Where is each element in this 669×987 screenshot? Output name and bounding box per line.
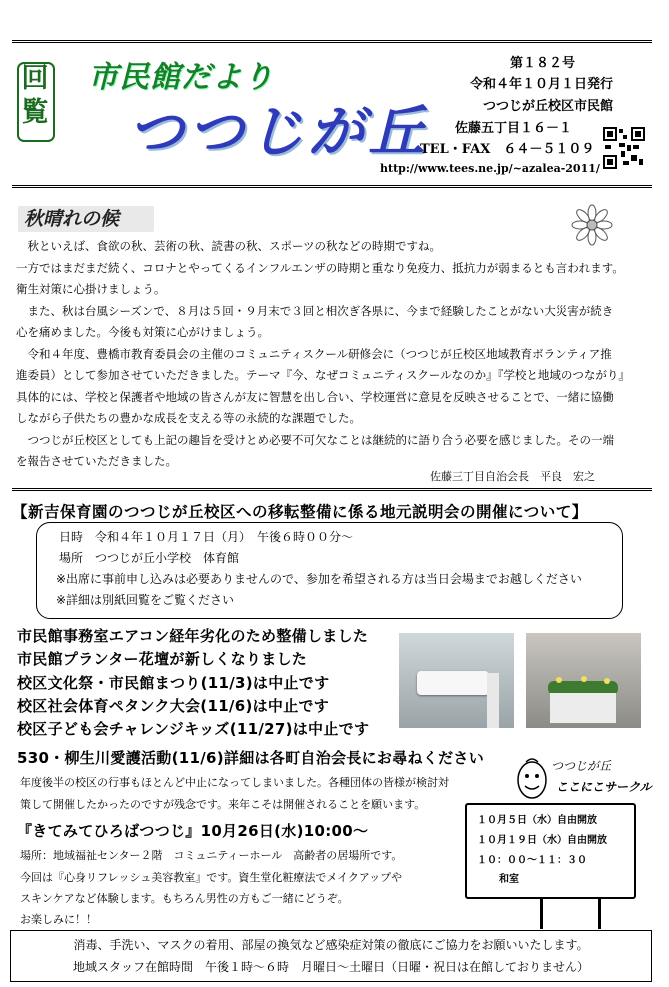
briefing-note: ※出席に事前申し込みは必要ありませんので、参加を希望される方は当日会場までお越しください (56, 572, 582, 586)
character-icon (512, 758, 552, 806)
footer-line-2: 地域スタッフ在館時間 午後１時～６時 月曜日～土曜日（日曜・祝日は在館しておりません） (72, 960, 589, 974)
news-item: 校区子ども会チャレンジキッズ(11/27)は中止です (17, 720, 370, 738)
circle-item: １０月５日（水）自由開放 (477, 815, 597, 826)
greeting-line: 心を痛めました。今後も対策に心がけましょう。 (16, 325, 269, 339)
patrol-headline: 530・柳生川愛護活動(11/6)詳細は各町自治会長にお尋ねください (17, 749, 485, 767)
circle-item: １０月１９日（水）自由開放 (477, 835, 607, 846)
briefing-note: ※詳細は別紙回覧をご覧ください (56, 593, 235, 607)
website-url[interactable]: http://www.tees.ne.jp/~azalea-2011/ (380, 162, 600, 175)
greeting-line: 衛生対策に心掛けましょう。 (16, 282, 166, 296)
patrol-line: 策して開催したかったのですが残念です。来年こそは開催されることを願います。 (20, 798, 426, 811)
greeting-line: また、秋は台風シーズンで、８月は５回・９月末で３回と相次ぎ各県に、今まで経験したことがない大災害が続き (16, 303, 614, 318)
header-rule (12, 185, 652, 188)
greeting-body (16, 236, 656, 473)
tel-fax: TEL・FAX ６４－５１０９ (420, 142, 595, 157)
greeting-line: 秋といえば、食欲の秋、芸術の秋、読書の秋、スポーツの秋などの時期ですね。 (16, 239, 442, 253)
event-line: スキンケアなど体験します。もちろん男性の方もご一緒にどうぞ。 (20, 892, 349, 905)
greeting-rule (12, 488, 652, 491)
kairan-char-1: 回 (21, 63, 49, 94)
event-line: 場所：地域福祉センター２階 コミュニティーホール 高齢者の居場所です。 (20, 849, 403, 862)
news-item: 市民館プランター花壇が新しくなりました (17, 650, 308, 668)
greeting-line: 一方ではまだまだ続く、コロナとやってくるインフルエンザの時期と重なり免疫力、抵抗力が弱まるとも言われます。 (16, 260, 624, 275)
issue-date: 令和４年１０月１日発行 (470, 77, 614, 92)
greeting-line: 具体的には、学校と保護者や地域の皆さんが友に智慧を出し合い、学校運営に意見を反映させることで、一緒に協働 (16, 389, 614, 404)
patrol-line: 年度後半の校区の行事もほとんど中止になってしまいました。各種団体の皆様が検討対 (20, 776, 449, 789)
organization-name: つつじが丘校区市民館 (483, 99, 614, 114)
footer-notice (10, 930, 652, 982)
season-heading: 秋晴れの候 (18, 206, 154, 232)
signboard-post (598, 897, 601, 929)
newsletter-subtitle: 市民館だより (88, 60, 274, 95)
circle-title-2: ここにこサークル (556, 780, 652, 794)
address: 佐藤五丁目１６－１ (455, 121, 573, 136)
briefing-datetime: 日時 令和４年１０月１７日（月） 午後６時００分～ (59, 530, 354, 544)
issue-number: 第１８２号 (510, 56, 576, 71)
greeting-line: を報告させていただきました。 (16, 454, 177, 468)
kairan-char-2: 覧 (21, 97, 49, 128)
news-item: 校区文化祭・市民館まつり(11/3)は中止です (17, 674, 330, 692)
signboard-post (540, 897, 543, 929)
greeting-line: 令和４年度、豊橋市教育委員会の主催のコミュニティスクール研修会に（つつじが丘校区地域教育ボランティア推 (16, 346, 612, 361)
briefing-place: 場所 つつじが丘小学校 体育館 (59, 551, 240, 565)
planter-photo (526, 633, 641, 728)
news-item: 市民館事務室エアコン経年劣化のため整備しました (17, 627, 369, 645)
event-headline: 『きてみてひろばつつじ』10月26日(水)10:00～ (17, 822, 369, 840)
greeting-signature: 佐藤三丁目自治会長 平良 宏之 (430, 470, 595, 483)
news-item: 校区社会体育ペタンク大会(11/6)は中止です (17, 697, 330, 715)
briefing-box (36, 522, 623, 619)
top-rule (12, 40, 652, 43)
kairan-stamp (18, 62, 52, 138)
qr-code-icon[interactable] (603, 127, 645, 169)
event-line: 今回は『心身リフレッシュ美容教室』です。資生堂化粧療法でメイクアップや (20, 871, 403, 884)
air-conditioner-photo (399, 633, 514, 728)
event-line: お楽しみに！！ (20, 913, 97, 926)
greeting-line: つつじが丘校区としても上記の趣旨を受けとめ必要不可欠なことは継続的に語り合う必要を感じました。その一端 (16, 432, 614, 447)
footer-line-1: 消毒、手洗い、マスクの着用、部屋の換気など感染症対策の徹底にご協力をお願いいたします。 (73, 938, 589, 952)
greeting-line: しながら子供たちの豊かな成長を支える等の永続的な課題でした。 (16, 411, 361, 425)
greeting-line: 進委員）として参加させていただきました。テーマ『今、なぜコミュニティスクールなのか』『学校と地域のつながり』 (16, 368, 630, 382)
circle-title-1: つつじが丘 (551, 759, 612, 773)
circle-item: 和室 (499, 874, 519, 885)
newsletter-title: つつじが丘 (128, 100, 428, 165)
circle-schedule-board (465, 803, 636, 899)
circle-item: １０：００～１１：３０ (477, 855, 587, 866)
briefing-headline: 【新吉保育園のつつじが丘校区への移転整備に係る地元説明会の開催について】 (12, 503, 588, 521)
